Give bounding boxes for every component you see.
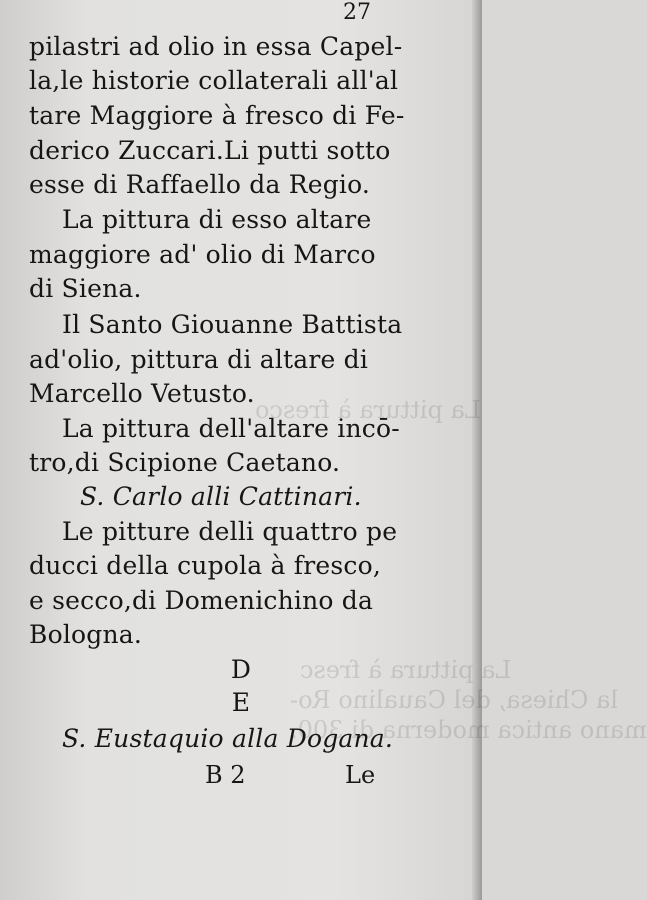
- show-through-text: La pittura à fresco: [255, 396, 481, 424]
- section-heading: S. Carlo alli Cattinari.: [80, 482, 362, 511]
- text-line: ad'olio, pittura di altare di: [29, 345, 369, 374]
- show-through-text: La pittura à fresc: [300, 656, 512, 684]
- text-line: maggiore ad' olio di Marco: [29, 240, 376, 269]
- text-line: pilastri ad olio in essa Capel-: [29, 32, 403, 61]
- text-line: Bologna.: [29, 620, 143, 649]
- text-line: La pittura dell'altare incō-: [62, 414, 400, 443]
- page-number: 27: [343, 0, 371, 25]
- text-line: La pittura di esso altare: [62, 205, 372, 234]
- text-line: tare Maggiore à fresco di Fe-: [29, 101, 405, 130]
- text-line: di Siena.: [29, 274, 142, 303]
- text-line: Marcello Vetusto.: [29, 379, 255, 408]
- section-heading: S. Eustaquio alla Dogana.: [62, 724, 394, 753]
- page-edge-shadow: [472, 0, 482, 900]
- show-through-text: mano antica moderna di 300.: [290, 716, 647, 744]
- section-letter: E: [231, 688, 251, 717]
- text-line: derico Zuccari.Li putti sotto: [29, 136, 391, 165]
- text-line: e secco,di Domenichino da: [29, 586, 374, 615]
- text-line: Il Santo Giouanne Battista: [62, 310, 403, 339]
- text-line: esse di Raffaello da Regio.: [29, 170, 371, 199]
- text-line: Le pitture delli quattro pe: [62, 517, 398, 546]
- show-through-text: la Chiesa, del Caualino Ro-: [290, 686, 619, 714]
- text-line: la,le historie collaterali all'al: [29, 66, 399, 95]
- catchword: Le: [345, 761, 376, 789]
- signature-mark: B 2: [205, 761, 246, 789]
- text-line: tro,di Scipione Caetano.: [29, 448, 341, 477]
- text-line: ducci della cupola à fresco,: [29, 551, 381, 580]
- section-letter: D: [230, 655, 252, 684]
